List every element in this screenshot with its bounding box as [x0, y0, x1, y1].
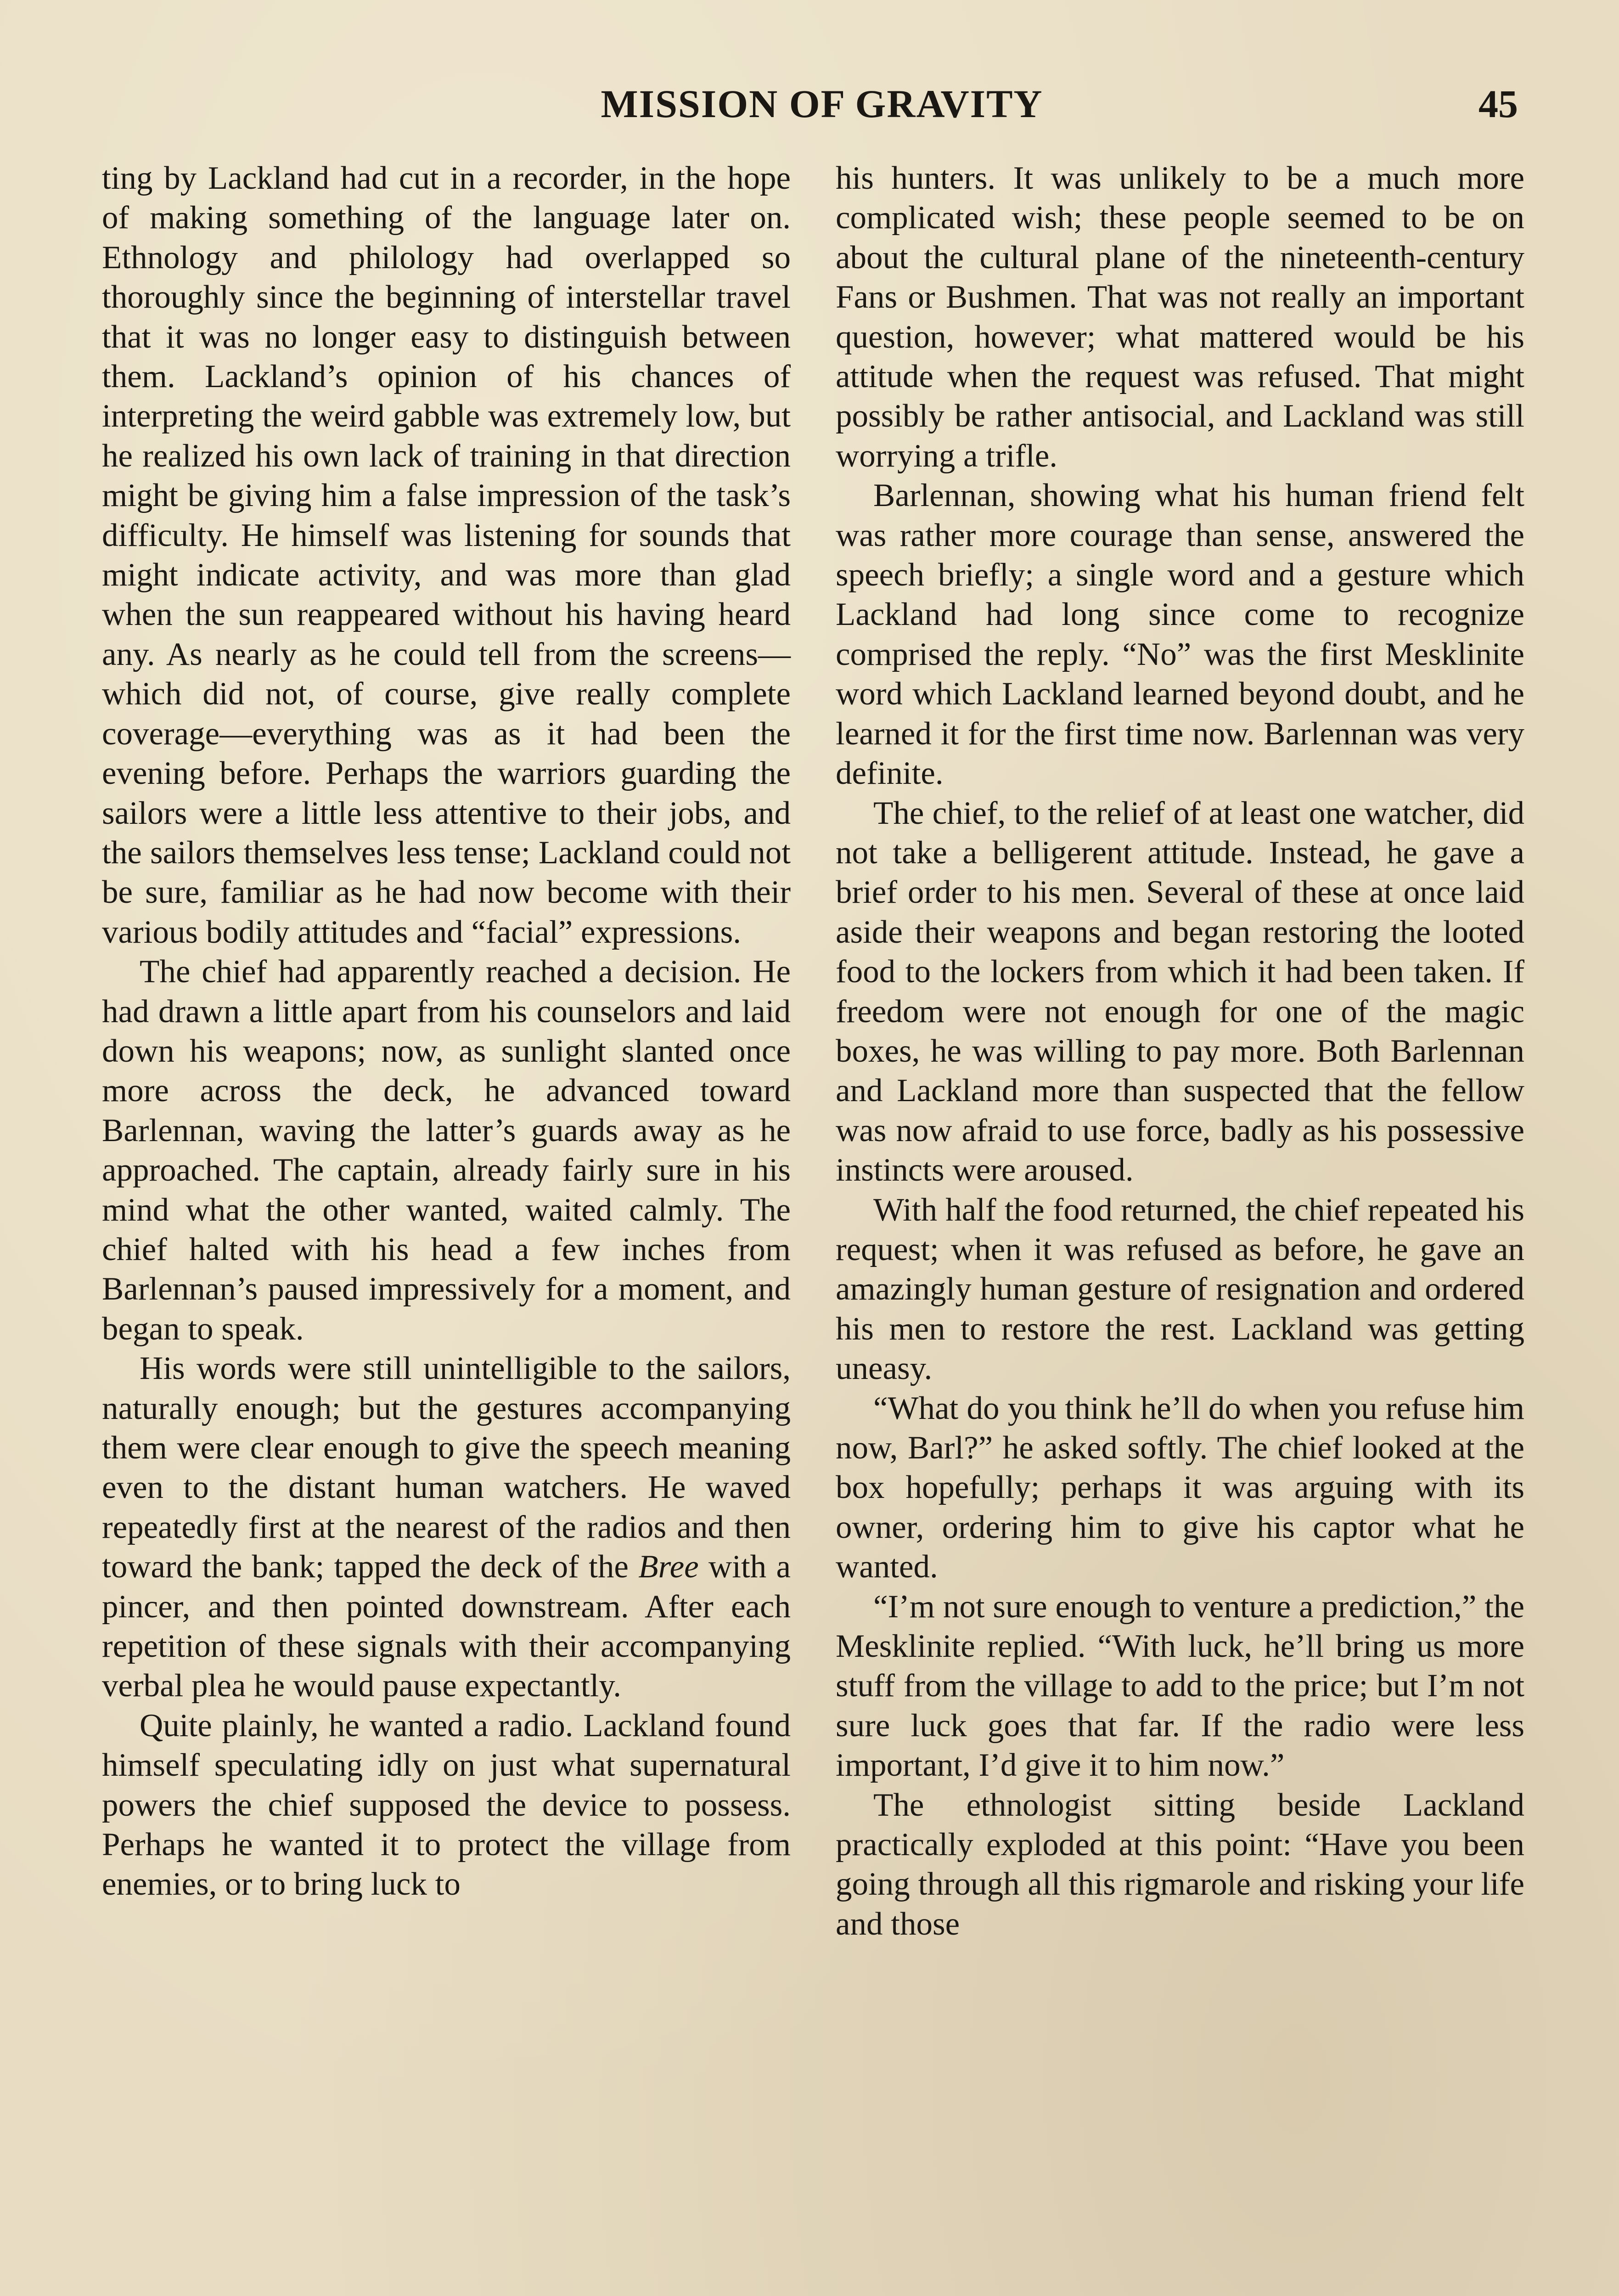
paragraph: “I’m not sure enough to venture a prediction,” the Mesklinite replied. “With luck, he’ll bring us more stuff from the village to add to the price; but I’m not sure luck goes that far. If the radio were less important, I’d give it to him now.” [836, 1588, 1524, 1784]
paragraph: The chief, to the relief of at least one watcher, did not take a belligerent attitude. Instead, he gave a brief order to his men. Several of these at once laid aside their weapons and began restoring the looted food to the lockers from which it had been taken. If freedom were not enough for one of the magic boxes, he was willing to pay more. Both Barlennan and Lackland more than suspected that the fellow was now afraid to use force, badly as his possessive instincts were aroused. [836, 795, 1524, 1188]
paragraph-text: His words were still unintelligible to the sailors, naturally enough; but the gestures accompanying them were clear enough to give the speech meaning even to the distant human watchers. He waved repeatedly first at the nearest of the radios and then toward the bank; tapped the deck of the [102, 1351, 791, 1585]
running-header-title: MISSION OF GRAVITY [601, 82, 1043, 126]
paragraph: Quite plainly, he wanted a radio. Lackland found himself speculating idly on just what supernatural powers the chief supposed the device to possess. Perhaps he wanted it to protect the village from enemies, or to bring luck to [102, 1707, 791, 1902]
paragraph-text: with a pincer, and then pointed downstream. After each repetition of these signals with their accompanying verbal plea he would pause expectantly. [102, 1549, 791, 1704]
paragraph: The chief had apparently reached a decision. He had drawn a little apart from his counselors and laid down his weapons; now, as sunlight slanted once more across the deck, he advanced toward Barlennan, waving the latter’s guards away as he approached. The captain, already fairly sure in his mind what the other wanted, waited calmly. The chief halted with his head a few inches from Barlennan’s paused impressively for a moment, and began to speak. [102, 954, 791, 1347]
right-text-column [836, 158, 1524, 1944]
paragraph: With half the food returned, the chief repeated his request; when it was refused as before, he gave an amazingly human gesture of resignation and ordered his men to restore the rest. Lackland was getting uneasy. [836, 1192, 1524, 1387]
ship-name: Bree [638, 1549, 699, 1585]
paragraph [102, 1349, 791, 1706]
left-text-column [102, 158, 791, 1904]
paragraph: Barlennan, showing what his human friend felt was rather more courage than sense, answered the speech briefly; a single word and a gesture which Lackland had long since come to recognize comprised the reply. “No” was the first Mesklinite word which Lackland learned beyond doubt, and he learned it for the first time now. Barlennan was very definite. [836, 478, 1524, 792]
paragraph: ting by Lackland had cut in a recorder, in the hope of making something of the language later on. Ethnology and philology had overlapped so thoroughly since the beginning of interstellar travel that it was no longer easy to distinguish between them. Lackland’s opinion of his chances of interpreting the weird gabble was extremely low, but he realized his own lack of training in that direction might be giving him a false impression of the task’s difficulty. He himself was listening for sounds that might indicate activity, and was more than glad when the sun reappeared without his having heard any. As nearly as he could tell from the screens—which did not, of course, give really complete coverage—everything was as it had been the evening before. Perhaps the warriors guarding the sailors were a little less attentive to their jobs, and the sailors themselves less tense; Lackland could not be sure, familiar as he had now become with their various bodily attitudes and “facial” expressions. [102, 160, 791, 950]
page-number: 45 [1478, 82, 1518, 126]
paragraph: The ethnologist sitting beside Lackland practically exploded at this point: “Have you been going through all this rigmarole and risking your life and those [836, 1787, 1524, 1942]
paragraph: “What do you think he’ll do when you refuse him now, Barl?” he asked softly. The chief looked at the box hopefully; perhaps it was arguing with its owner, ordering him to give his captor what he wanted. [836, 1390, 1524, 1585]
paragraph: his hunters. It was unlikely to be a much more complicated wish; these people seemed to be on about the cultural plane of the nineteenth-century Fans or Bushmen. That was not really an important question, however; what mattered would be his attitude when the request was refused. That might possibly be rather antisocial, and Lackland was still worrying a trifle. [836, 160, 1524, 474]
